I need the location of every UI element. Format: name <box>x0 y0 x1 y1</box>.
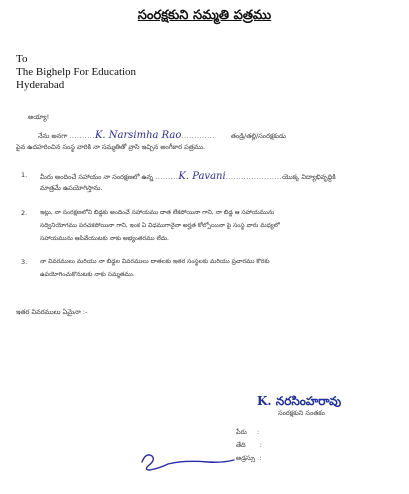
field-name-value: : <box>256 428 260 436</box>
item-2-number: 2. <box>21 209 28 217</box>
item-2-line-1: ఇట్లు, నా సంరక్షణలోని బిడ్డకు అందించే సహాయము దాత లేకపోయినా గాని, నా బిడ్డ ఆ సహాయమును <box>40 209 275 216</box>
field-date-label: తేది <box>236 441 246 449</box>
field-address-label: అడ్రస్సు <box>236 454 256 462</box>
intro-line-2: పైన ఉదహరించిన సంస్థ వారికి నా సమ్మతితో వ్రాసి ఇచ్చిన అంగీకార పత్రము. <box>16 143 206 151</box>
field-name <box>236 428 259 438</box>
address-to: To <box>16 53 28 65</box>
field-address-value: : <box>259 454 262 462</box>
address-organization: The Bighelp For Education <box>16 66 137 78</box>
guardian-name-handwritten: K. Narsimha Rao <box>94 130 182 141</box>
salutation: అయ్యా! <box>28 113 50 121</box>
intro-dots-before: .......... <box>69 132 95 140</box>
item-1-line-1 <box>40 171 336 183</box>
intro-dots-after: ............. <box>181 132 215 140</box>
item-1-number: 1. <box>21 171 28 179</box>
field-address <box>236 454 261 464</box>
document-title: సంరక్షకుని సమ్మతి పత్రము <box>137 8 272 23</box>
item-2-line-3: సహాయమును ఆపివేయుటకు నాకు అభ్యంతరము లేదు. <box>40 235 169 242</box>
intro-line-1 <box>38 130 286 142</box>
item-3-line-2: ఉపయోగించుకొనుటకు నాకు సమ్మతము. <box>40 271 135 278</box>
item-1-line-2: మాత్రమే ఉపయోగిస్తాను. <box>40 184 103 192</box>
item-1-dots-before: ......... <box>155 173 179 181</box>
guardian-signature-handwritten: K. నరసింహరావు <box>257 394 342 408</box>
item-3-line-1: నా వివరములు మరియు నా బిడ్డల వివరములు దాతలకు ఇతర సంస్థలకు మరియు ప్రచారము కొరకు <box>40 258 270 265</box>
other-details-label: ఇతర వివరములు ఏమైనా :- <box>16 308 88 316</box>
item-1-prefix: మీరు అందించే సహాయం నా సంరక్షణలో ఉన్న <box>40 173 154 181</box>
student-name-handwritten: K. Pavani <box>178 171 226 182</box>
field-date-value: : <box>259 441 262 449</box>
item-2-line-2: సద్వినియోగము పరచకపోయినా గాని, ఇంక ఏ విధముగానైనా అర్హత కోల్పోయినా పై సంస్థ వారు మధ్యలో <box>40 222 280 229</box>
field-date <box>236 441 262 451</box>
item-3-number: 3. <box>21 258 28 266</box>
field-name-label: పేరు <box>236 428 247 436</box>
intro-prefix: నేను అనగా <box>38 132 68 140</box>
intro-suffix: తండ్రి/తల్లి/సంరక్షకుడు <box>230 132 287 140</box>
signature-scribble <box>138 440 238 480</box>
signature-label: సంరక్షకుని సంతకం <box>278 409 325 417</box>
address-city: Hyderabad <box>16 79 65 91</box>
item-1-suffix: యొక్క విద్యాభివృద్ధికి <box>282 173 336 181</box>
item-1-dots-after: ...................... <box>225 173 283 181</box>
